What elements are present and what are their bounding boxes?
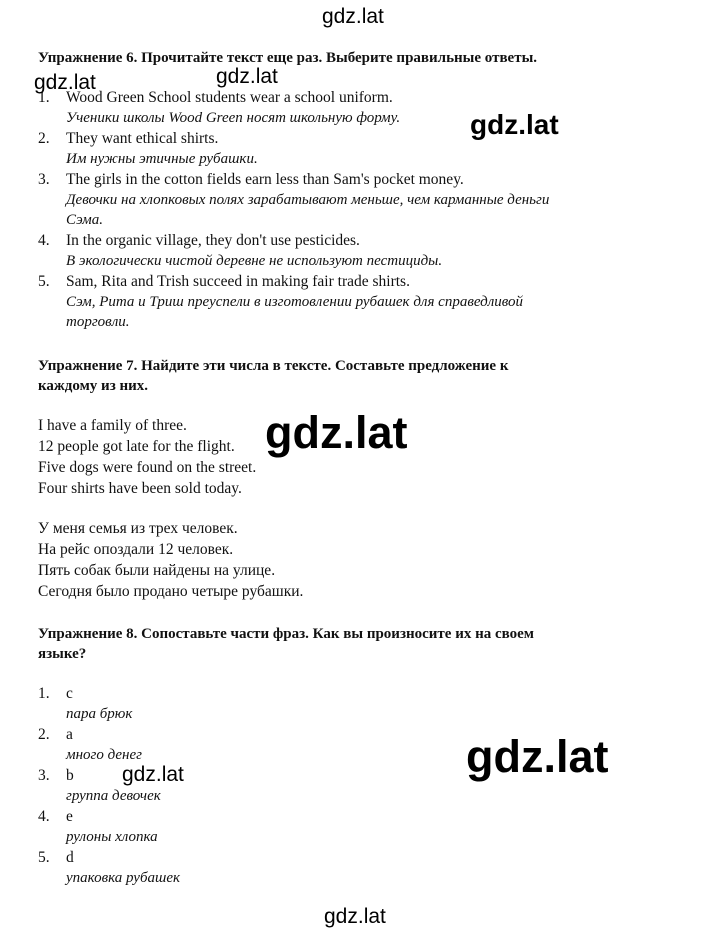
exercise-8-title: Упражнение 8. Сопоставьте части фраз. Как вы произносите их на своем — [38, 626, 535, 642]
ex7-russian-line-1: У меня семья из трех человек. — [38, 520, 238, 537]
watermark-top: gdz.lat — [322, 5, 384, 28]
item-english: They want ethical shirts. — [66, 130, 219, 147]
ex8-item-1 — [38, 684, 73, 704]
ex8-item-4-phrase: рулоны хлопка — [66, 829, 158, 845]
item-number: 5. — [38, 849, 50, 866]
ex8-item-5-phrase: упаковка рубашек — [66, 870, 181, 886]
watermark-lower-left: gdz.lat — [122, 763, 184, 786]
ex6-item-5-translation-cont: торговли. — [66, 314, 130, 330]
ex8-item-5 — [38, 848, 74, 868]
item-number: 2. — [38, 130, 50, 147]
ex7-english-line-3: Five dogs were found on the street. — [38, 459, 257, 476]
ex7-russian-line-3: Пять собак были найдены на улице. — [38, 562, 276, 579]
ex7-russian-line-2: На рейс опоздали 12 человек. — [38, 541, 234, 558]
item-letter: c — [66, 685, 73, 702]
ex8-item-3-phrase: группа девочек — [66, 788, 161, 804]
item-number: 4. — [38, 232, 50, 249]
ex6-item-5 — [38, 272, 410, 292]
ex7-english-line-4: Four shirts have been sold today. — [38, 480, 242, 497]
watermark-left: gdz.lat — [34, 71, 96, 94]
item-number: 1. — [38, 89, 50, 106]
exercise-7-title: Упражнение 7. Найдите эти числа в тексте. Составьте предложение к — [38, 358, 509, 374]
item-letter: e — [66, 808, 73, 825]
item-english: Wood Green School students wear a school uniform. — [66, 89, 393, 106]
ex8-item-3 — [38, 766, 74, 786]
exercise-8-title-cont: языке? — [38, 646, 87, 662]
ex6-item-4 — [38, 231, 360, 251]
item-letter: d — [66, 849, 74, 866]
ex8-item-2-phrase: много денег — [66, 747, 142, 763]
exercise-7-title-cont: каждому из них. — [38, 378, 149, 394]
item-english: In the organic village, they don't use pesticides. — [66, 232, 360, 249]
item-number: 3. — [38, 171, 50, 188]
watermark-upper-center: gdz.lat — [216, 65, 278, 88]
ex7-english-line-1: I have a family of three. — [38, 417, 187, 434]
watermark-lower-right: gdz.lat — [466, 731, 609, 782]
ex8-item-4 — [38, 807, 73, 827]
ex8-item-1-phrase: пара брюк — [66, 706, 133, 722]
ex7-english-line-2: 12 people got late for the flight. — [38, 438, 235, 455]
ex6-item-5-translation: Сэм, Рита и Триш преуспели в изготовлении рубашек для справедливой — [66, 294, 524, 310]
exercise-6-title: Упражнение 6. Прочитайте текст еще раз. Выберите правильные ответы. — [38, 50, 538, 66]
ex6-item-2 — [38, 129, 218, 149]
watermark-upper-right: gdz.lat — [470, 109, 559, 140]
item-english: Sam, Rita and Trish succeed in making fair trade shirts. — [66, 273, 410, 290]
item-number: 5. — [38, 273, 50, 290]
ex6-item-2-translation: Им нужны этичные рубашки. — [66, 151, 258, 167]
item-english: The girls in the cotton fields earn less than Sam's pocket money. — [66, 171, 464, 188]
ex6-item-3-translation: Девочки на хлопковых полях зарабатывают меньше, чем карманные деньги — [66, 192, 550, 208]
watermark-middle: gdz.lat — [265, 407, 408, 458]
item-number: 1. — [38, 685, 50, 702]
ex6-item-3-translation-cont: Сэма. — [66, 212, 103, 228]
item-number: 4. — [38, 808, 50, 825]
item-number: 3. — [38, 767, 50, 784]
ex8-item-2 — [38, 725, 73, 745]
ex7-russian-line-4: Сегодня было продано четыре рубашки. — [38, 583, 304, 600]
ex6-item-3 — [38, 170, 464, 190]
watermark-bottom: gdz.lat — [324, 905, 386, 928]
ex6-item-1-translation: Ученики школы Wood Green носят школьную форму. — [66, 110, 401, 126]
item-number: 2. — [38, 726, 50, 743]
ex6-item-4-translation: В экологически чистой деревне не используют пестициды. — [66, 253, 443, 269]
item-letter: a — [66, 726, 73, 743]
item-letter: b — [66, 767, 74, 784]
